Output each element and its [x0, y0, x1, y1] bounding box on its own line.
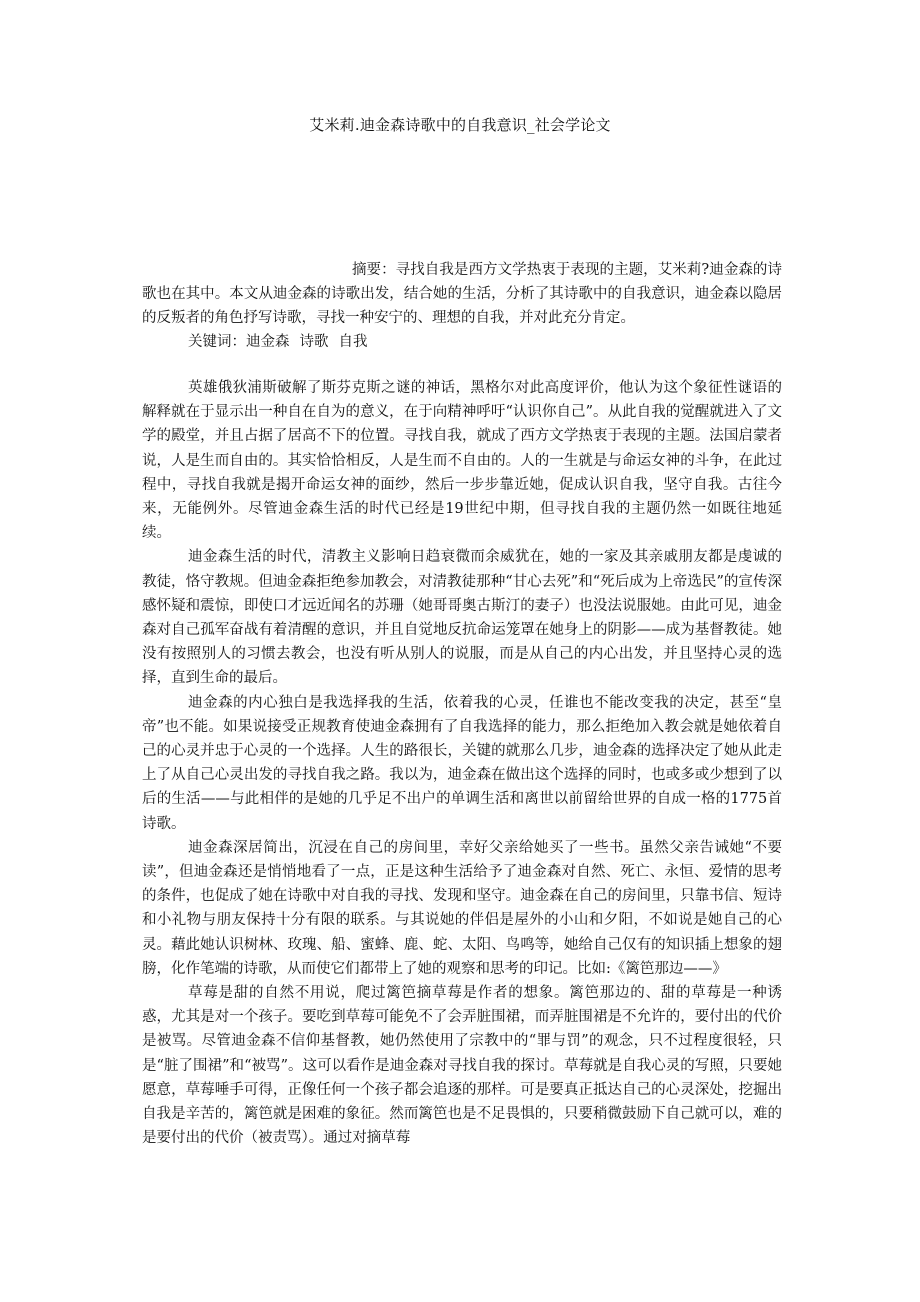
paragraph: 迪金森生活的时代，清教主义影响日趋衰微而余威犹在，她的一家及其亲戚朋友都是虔诚的教徒，恪守教规。但迪金森拒绝参加教会，对清教徒那种“甘心去死”和“死后成为上帝选民”的宣传深感怀疑和震惊，即使口才远近闻名的苏珊（她哥哥奥古斯汀的妻子）也没法说服她。由此可见，迪金森对自己孤军奋战有着清醒的意识，并且自觉地反抗命运笼罩在她身上的阴影——成为基督教徒。她没有按照别人的习惯去教会，也没有听从别人的说服，而是从自己的内心出发，并且坚持心灵的选择，直到生命的最后。: [142, 549, 782, 687]
paragraph: 迪金森深居简出，沉浸在自己的房间里，幸好父亲给她买了一些书。虽然父亲告诫她“不要读”，但迪金森还是悄悄地看了一点，正是这种生活给予了迪金森对自然、死亡、永恒、爱情的思考的条件，也促成了她在诗歌中对自我的寻找、发现和坚守。迪金森在自己的房间里，只靠书信、短诗和小礼物与朋友保持十分有限的联系。与其说她的伴侣是屋外的小山和夕阳，不如说是她自己的心灵。藉此她认识树林、玫瑰、船、蜜蜂、鹿、蛇、太阳、鸟鸣等，她给自己仅有的知识插上想象的翅膀，化作笔端的诗歌，从而使它们都带上了她的观察和思考的印记。比如:《篱笆那边——》: [142, 839, 782, 977]
paragraph: 迪金森的内心独白是我选择我的生活，依着我的心灵，任谁也不能改变我的决定，甚至“皇帝”也不能。如果说接受正规教育使迪金森拥有了自我选择的能力，那么拒绝加入教会就是她依着自己的心灵并忠于心灵的一个选择。人生的路很长，关键的就那么几步，迪金森的选择决定了她从此走上了从自己心灵出发的寻找自我之路。我以为，迪金森在做出这个选择的同时，也或多或少想到了以后的生活——与此相伴的是她的几乎足不出户的单调生活和离世以前留给世界的自成一格的1775首诗歌。: [142, 694, 782, 832]
keywords-line: [188, 330, 378, 354]
keyword: 诗歌: [299, 334, 329, 350]
paragraph: 英雄俄狄浦斯破解了斯芬克斯之谜的神话，黑格尔对此高度评价，他认为这个象征性谜语的解释就在于显示出一种自在自为的意义，在于向精神呼吁“认识你自己”。从此自我的觉醒就进入了文学的殿堂，并且占据了居高不下的位置。寻找自我，就成了西方文学热衷于表现的主题。法国启蒙者说，人是生而自由的。其实恰恰相反，人是生而不自由的。人的一生就是与命运女神的斗争，在此过程中，寻找自我就是揭开命运女神的面纱，然后一步步靠近她，促成认识自我，坚守自我。古往今来，无能例外。尽管迪金森生活的时代已经是19世纪中期，但寻找自我的主题仍然一如既往地延续。: [142, 380, 782, 542]
body-text: [142, 376, 782, 1151]
keywords-label: 关键词：: [188, 334, 246, 350]
keyword: 迪金森: [246, 334, 290, 350]
keyword: 自我: [338, 334, 368, 350]
abstract: 摘要：寻找自我是西方文学热衷于表现的主题，艾米莉?迪金森的诗歌也在其中。本文从迪金森的诗歌出发，结合她的生活，分析了其诗歌中的自我意识，迪金森以隐居的反叛者的角色抒写诗歌，寻找一种安宁的、理想的自我，并对此充分肯定。: [142, 262, 782, 326]
document-title: 艾米莉.迪金森诗歌中的自我意识_社会学论文: [309, 116, 611, 134]
paragraph: 草莓是甜的自然不用说，爬过篱笆摘草莓是作者的想象。篱笆那边的、甜的草莓是一种诱惑，尤其是对一个孩子。要吃到草莓可能免不了会弄脏围裙，而弄脏围裙是不允许的，要付出的代价是被骂。尽管迪金森不信仰基督教，她仍然使用了宗教中的“罪与罚”的观念，只不过程度很轻，只是“脏了围裙”和“被骂”。这可以看作是迪金森对寻找自我的探讨。草莓就是自我心灵的写照，只要她愿意，草莓唾手可得，正像任何一个孩子都会追逐的那样。可是要真正抵达自己的心灵深处，挖掘出自我是辛苦的，篱笆就是困难的象征。然而篱笆也是不足畏惧的，只要稍微鼓励下自己就可以，难的是要付出的代价（被责骂）。通过对摘草莓: [142, 985, 782, 1147]
